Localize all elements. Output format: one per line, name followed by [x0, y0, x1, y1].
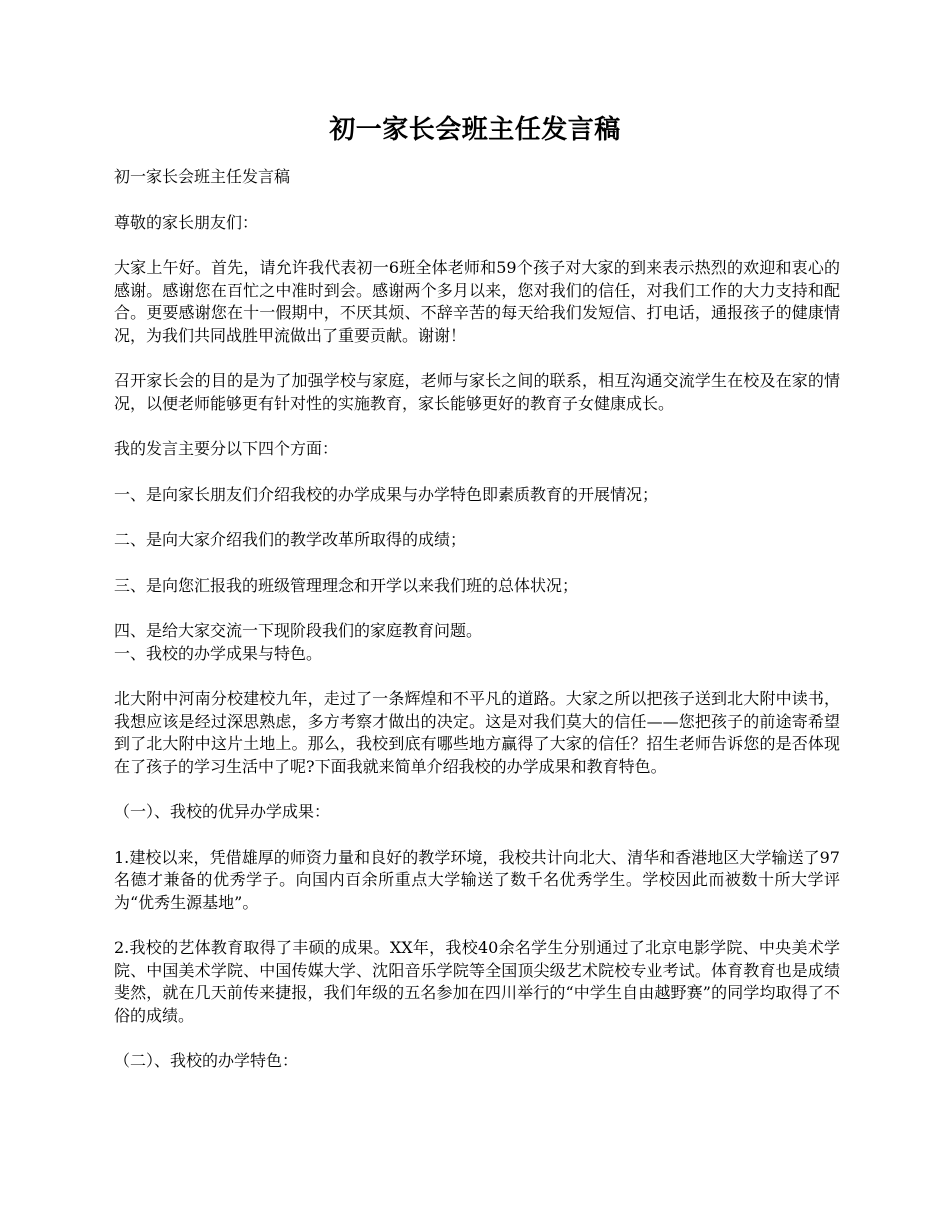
outline-item-1: 一、是向家长朋友们介绍我校的办学成果与办学特色即素质教育的开展情况；: [114, 484, 659, 504]
subsection-heading-achievements: （一）、我校的优异办学成果：: [114, 802, 331, 821]
outline-item-4: 四、是给大家交流一下现阶段我们的家庭教育问题。: [114, 621, 483, 640]
document-title: 初一家长会班主任发言稿: [329, 115, 621, 145]
section-heading-1: 一、我校的办学成果与特色。: [114, 643, 323, 663]
achievement-item-2: 2.我校的艺体教育取得了丰硕的成果。XX年，我校40余名学生分别通过了北京电影学院、中央美术学院、中国美术学院、中国传媒大学、沈阳音乐学院等全国顶尖级艺术院校专业考试。体育教育也是成绩斐然，就在几天前传来捷报，我们年级的五名参加在四川举行的“中学生自由越野赛”的同学均取得了不俗的成绩。: [114, 938, 840, 1025]
subsection-heading-features: （二）、我校的办学特色：: [114, 1051, 299, 1070]
outline-item-3: 三、是向您汇报我的班级管理理念和开学以来我们班的总体状况；: [114, 575, 579, 595]
achievement-item-1: 1.建校以来，凭借雄厚的师资力量和良好的教学环境，我校共计向北大、清华和香港地区大学输送了97名德才兼备的优秀学子。向国内百余所重点大学输送了数千名优秀学生。学校因此而被数十所大学评为“优秀生源基地”。: [114, 847, 840, 912]
salutation: 尊敬的家长朋友们：: [114, 212, 259, 232]
outline-item-2: 二、是向大家介绍我们的教学改革所取得的成绩；: [114, 530, 467, 549]
document-body: [114, 166, 840, 1096]
paragraph-greeting: 大家上午好。首先，请允许我代表初一6班全体老师和59个孩子对大家的到来表示热烈的欢迎和衷心的感谢。感谢您在百忙之中准时到会。感谢两个多月以来，您对我们的信任，对我们工作的大力支持和配合。更要感谢您在十一假期中，不厌其烦、不辞辛苦的每天给我们发短信、打电话，通报孩子的健康情况，为我们共同战胜甲流做出了重要贡献。谢谢！: [114, 258, 840, 345]
paragraph-purpose: 召开家长会的目的是为了加强学校与家庭，老师与家长之间的联系，相互沟通交流学生在校及在家的情况，以便老师能够更有针对性的实施教育，家长能够更好的教育子女健康成长。: [114, 371, 840, 413]
paragraph-school-history: 北大附中河南分校建校九年，走过了一条辉煌和不平凡的道路。大家之所以把孩子送到北大附中读书，我想应该是经过深思熟虑，多方考察才做出的决定。这是对我们莫大的信任——您把孩子的前途寄希望到了北大附中这片土地上。那么，我校到底有哪些地方赢得了大家的信任？招生老师告诉您的是否体现在了孩子的学习生活中了呢?下面我就来简单介绍我校的办学成果和教育特色。: [114, 689, 840, 776]
subtitle-line: 初一家长会班主任发言稿: [114, 167, 291, 186]
paragraph-outline-intro: 我的发言主要分以下四个方面：: [114, 439, 339, 458]
